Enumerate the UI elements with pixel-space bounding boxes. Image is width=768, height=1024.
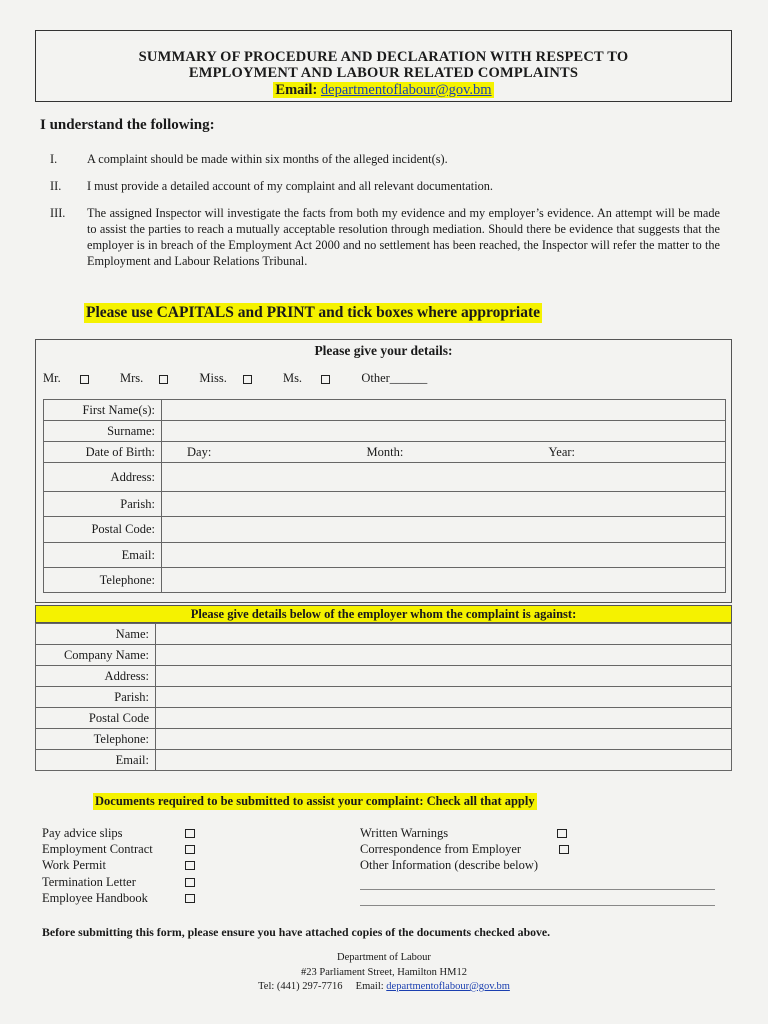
title-options [43, 371, 441, 386]
company-name-field[interactable] [156, 645, 732, 666]
parish-field[interactable] [162, 492, 726, 517]
doc-written-warnings-label: Written Warnings [360, 826, 449, 840]
dob-month-field[interactable] [342, 442, 527, 463]
employer-name-label: Name: [36, 624, 156, 645]
title-label: Miss. [199, 371, 227, 385]
personal-details-box [35, 339, 732, 603]
telephone-field[interactable] [162, 568, 726, 593]
doc-termination-letter-checkbox[interactable] [185, 878, 195, 887]
checkbox[interactable] [321, 375, 330, 384]
first-name-label: First Name(s): [44, 400, 162, 421]
dob-label: Date of Birth: [44, 442, 162, 463]
email-field[interactable] [162, 543, 726, 568]
dob-year-field[interactable] [527, 442, 726, 463]
employer-address-field[interactable] [156, 666, 732, 687]
doc-pay-advice-label: Pay advice slips [42, 826, 123, 840]
item-text: The assigned Inspector will investigate the facts from both my evidence and my employer’s evidence. An attempt will be made to assist the parties to reach a mutually acceptable resolution through mediation. Should there be evidence that suggests that the employer is in breach of the Employment Act 2000 and no settlement has been reached, the Inspector will refer the matter to the Employment and Labour Relations Tribunal. [87, 206, 720, 268]
title-label: Mrs. [119, 371, 144, 385]
footer-tel: Tel: (441) 297-7716 [258, 981, 343, 992]
employer-address-label: Address: [36, 666, 156, 687]
dob-day-field[interactable] [162, 442, 342, 463]
employer-details-table [35, 623, 732, 771]
header-email-link[interactable]: departmentoflabour@gov.bm [320, 82, 492, 98]
employer-telephone-label: Telephone: [36, 729, 156, 750]
employer-heading: Please give details below of the employer whom the complaint is against: [35, 605, 732, 623]
footer-email-link[interactable]: departmentoflabour@gov.bm [386, 981, 510, 992]
postal-code-field[interactable] [162, 517, 726, 543]
other-info-line-2[interactable] [360, 905, 715, 906]
telephone-label: Telephone: [44, 568, 162, 593]
before-submit-note: Before submitting this form, please ensure you have attached copies of the documents checked above. [42, 925, 551, 939]
doc-correspondence-checkbox[interactable] [559, 845, 569, 854]
item-number: II. [50, 179, 62, 193]
doc-employee-handbook-checkbox[interactable] [185, 894, 195, 903]
doc-other-info-label: Other Information (describe below) [360, 858, 539, 872]
month-label: Month: [366, 444, 404, 459]
employer-telephone-field[interactable] [156, 729, 732, 750]
checkbox[interactable] [80, 375, 89, 384]
employer-postal-code-label: Postal Code [36, 708, 156, 729]
postal-code-label: Postal Code: [44, 517, 162, 543]
details-heading: Please give your details: [314, 343, 453, 358]
surname-label: Surname: [44, 421, 162, 442]
employer-parish-field[interactable] [156, 687, 732, 708]
employer-postal-code-field[interactable] [156, 708, 732, 729]
title-ms[interactable] [283, 371, 344, 385]
doc-work-permit-label: Work Permit [42, 858, 106, 872]
doc-employee-handbook-label: Employee Handbook [42, 891, 148, 905]
title-mr[interactable] [43, 371, 103, 385]
item-number: I. [50, 152, 58, 166]
title-mrs[interactable] [120, 371, 182, 385]
title-miss[interactable] [199, 371, 265, 385]
understand-heading: I understand the following: [40, 117, 215, 133]
understand-item-2 [40, 178, 720, 194]
item-text: A complaint should be made within six months of the alleged incident(s). [87, 152, 448, 166]
doc-correspondence-label: Correspondence from Employer [360, 842, 522, 856]
title-label: Mr. [43, 371, 61, 385]
understand-item-3 [40, 205, 720, 269]
parish-label: Parish: [44, 492, 162, 517]
header-email-label: Email: [275, 82, 318, 98]
surname-field[interactable] [162, 421, 726, 442]
employer-email-label: Email: [36, 750, 156, 771]
email-label: Email: [44, 543, 162, 568]
header-box [35, 30, 732, 102]
footer-email-label: Email: [355, 981, 384, 992]
doc-employment-contract-checkbox[interactable] [185, 845, 195, 854]
documents-heading: Documents required to be submitted to assist your complaint: Check all that apply [95, 794, 535, 808]
footer-contact [0, 979, 768, 994]
header-email [273, 82, 493, 98]
doc-written-warnings-checkbox[interactable] [557, 829, 567, 838]
doc-employment-contract-label: Employment Contract [42, 842, 153, 856]
footer-address: #23 Parliament Street, Hamilton HM12 [301, 967, 467, 978]
employer-parish-label: Parish: [36, 687, 156, 708]
doc-work-permit-checkbox[interactable] [185, 861, 195, 870]
doc-pay-advice-checkbox[interactable] [185, 829, 195, 838]
employer-name-field[interactable] [156, 624, 732, 645]
title-line-2: EMPLOYMENT AND LABOUR RELATED COMPLAINTS [188, 65, 579, 81]
item-text: I must provide a detailed account of my complaint and all relevant documentation. [87, 179, 494, 193]
title-label: Ms. [282, 371, 303, 385]
item-number: III. [50, 206, 66, 220]
checkbox[interactable] [159, 375, 168, 384]
address-label: Address: [44, 463, 162, 492]
title-line-1: SUMMARY OF PROCEDURE AND DECLARATION WITH RESPECT TO [138, 49, 629, 65]
title-other[interactable]: Other______ [361, 371, 428, 385]
other-info-line-1[interactable] [360, 889, 715, 890]
checkbox[interactable] [243, 375, 252, 384]
doc-termination-letter-label: Termination Letter [42, 875, 136, 889]
understand-item-1 [40, 151, 720, 167]
first-name-field[interactable] [162, 400, 726, 421]
day-label: Day: [187, 444, 212, 459]
personal-details-table [43, 399, 726, 593]
footer-dept: Department of Labour [337, 952, 431, 963]
capitals-notice: Please use CAPITALS and PRINT and tick boxes where appropriate [86, 304, 540, 321]
address-field[interactable] [162, 463, 726, 492]
year-label: Year: [548, 444, 576, 459]
employer-email-field[interactable] [156, 750, 732, 771]
company-name-label: Company Name: [36, 645, 156, 666]
